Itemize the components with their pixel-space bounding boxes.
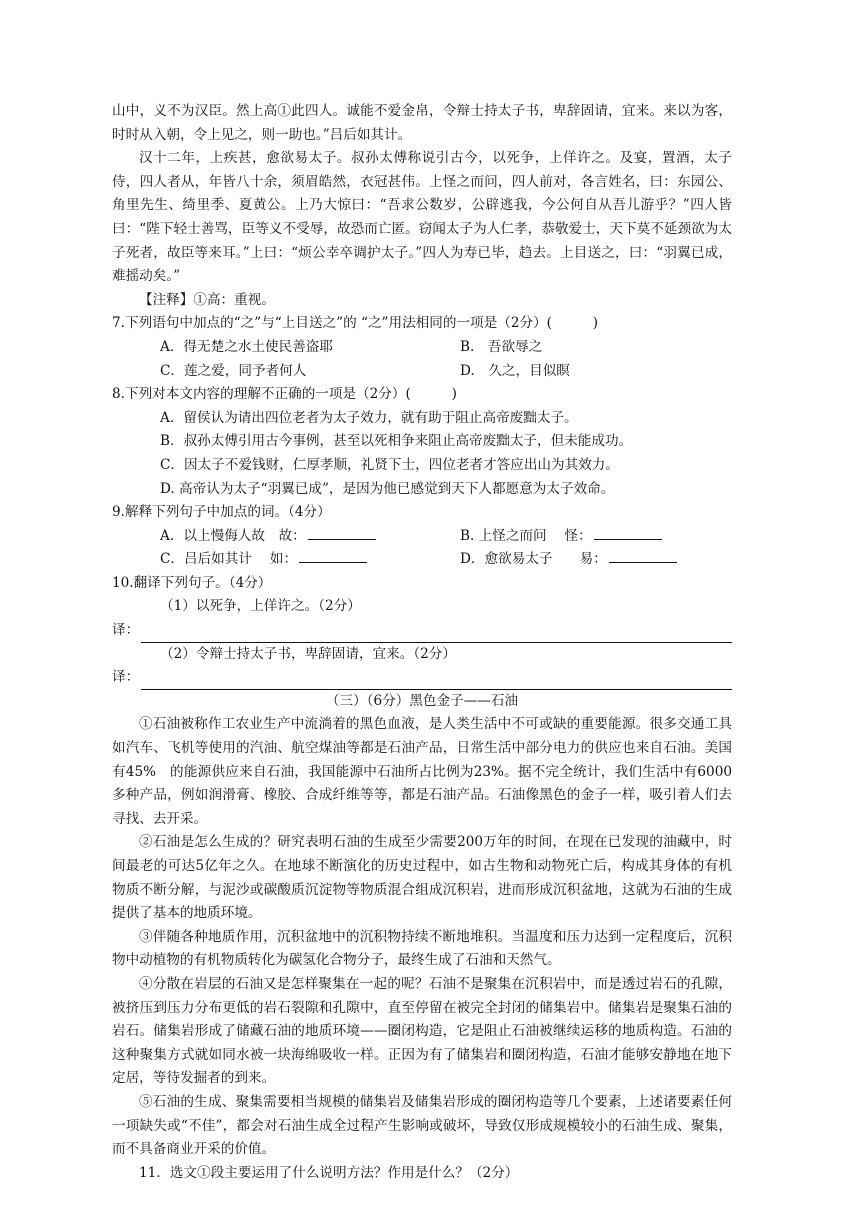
passage3-paragraph-5: ⑤石油的生成、聚集需要相当规模的储集岩及储集岩形成的圈闭构造等几个要素，上述诸要素任何一项缺失或“不佳”，都会对石油生成全过程产生影响或破坏，导致仅形成规模较小的石油生成、聚集，而不具备商业开采的价值。 (112, 1093, 732, 1158)
passage3-paragraph-4: ④分散在岩层的石油又是怎样聚集在一起的呢？石油不是聚集在沉积岩中，而是透过岩石的孔隙，被挤压到压力分布更低的岩石裂隙和孔隙中，直至停留在被完全封闭的储集岩中。储集岩是聚集石油的岩石。储集岩形成了储藏石油的地质环境——圈闭构造，它是阻止石油被继续运移的地质构造。石油的这种聚集方式就如同水被一块海绵吸收一样。正因为有了储集岩和圈闭构造，石油才能够安静地在地下定居，等待发掘者的到来。 (112, 975, 732, 1087)
passage3-paragraph-2: ②石油是怎么生成的？研究表明石油的生成至少需要200万年的时间，在现在已发现的油藏中，时间最老的可达5亿年之久。在地球不断演化的历史过程中，如古生物和动物死亡后，构成其身体的有机物质不断分解，与泥沙或碳酸质沉淀物等物质混合组成沉积岩，进而形成沉积盆地，这就为石油的生成提供了基本的地质环境。 (112, 834, 732, 922)
q10-answer-line-2 (112, 666, 732, 690)
question-11-stem: 11．选文①段主要运用了什么说明方法？作用是什么？（2分） (139, 1164, 519, 1181)
q10-sentence-1: （1）以死争，上佯许之。（2分） (160, 598, 361, 615)
q7-option-c: C．莲之爱，同予者何人 (160, 362, 307, 379)
q10-translate-label-2: 译： (112, 669, 140, 686)
question-7-options-row1 (112, 336, 732, 360)
q9-blank-b[interactable] (594, 527, 662, 540)
q9-item-b: B. 上怪之而问 怪： (460, 527, 592, 544)
q8-option-c: C．因太子不爱钱财，仁厚孝顺，礼贤下士，四位老者才答应出山为其效力。 (160, 456, 619, 473)
q7-option-a: A．得无楚之水土使民善盗耶 (160, 338, 333, 355)
q9-item-a: A．以上慢侮人故 故： (160, 527, 306, 544)
question-9-row2 (112, 548, 732, 572)
q9-blank-a[interactable] (308, 527, 376, 540)
passage2-paragraph-1: 山中，义不为汉臣。然上高①此四人。诚能不爱金帛，令辩士持太子书，卑辞固请，宜来。来以为客，时时从入朝，令上见之，则一助也。”吕后如其计。 (112, 103, 732, 143)
q7-option-d: D. 久之，目似瞑 (460, 362, 570, 379)
q10-sentence-2: （2）令辩士持太子书，卑辞固请，宜来。（2分） (160, 645, 456, 662)
passage3-title: （三）（6分）黑色金子——石油 (325, 692, 519, 709)
annotation-note: 【注释】①高：重视。 (139, 291, 275, 308)
q7-option-b: B. 吾欲辱之 (460, 338, 543, 355)
q8-option-b: B．叔孙太傅引用古今事例，甚至以死相争来阻止高帝废黜太子，但未能成功。 (160, 433, 633, 450)
question-9-row1 (112, 525, 732, 549)
q9-item-c: C．吕后如其计 如： (160, 551, 298, 568)
passage3-paragraph-1: ①石油被称作工农业生产中流淌着的黑色血液，是人类生活中不可或缺的重要能源。很多交通工具如汽车、飞机等使用的汽油、航空煤油等都是石油产品，日常生活中部分电力的供应也来自石油。美国有45% 的能源供应来自石油，我国能源中石油所占比例为23%。据不完全统计，我们生活中有6000多种产品，例如润滑膏、橡胶、合成纤维等等，都是石油产品。石油像黑色的金子一样，吸引着人们去寻找、去开采。 (112, 716, 732, 827)
question-7-stem: 7.下列语句中加点的“之”与“上目送之”的 “之”用法相同的一项是（2分）( ) (112, 315, 599, 332)
q9-blank-c[interactable] (299, 550, 367, 563)
passage2-paragraph-2: 汉十二年，上疾甚，愈欲易太子。叔孙太傅称说引古今，以死争，上佯许之。及宴，置酒，太子侍，四人者从，年皆八十余，须眉皓然，衣冠甚伟。上怪之而问，四人前对，各言姓名，曰：东园公、角里先生、绮里季、夏黄公。上乃大惊曰：“吾求公数岁，公辟逃我，今公何自从吾儿游乎？”四人皆曰：“陛下轻士善骂，臣等义不受辱，故恐而亡匿。窃闻太子为人仁孝，恭敬爱士，天下莫不延颈欲为太子死者，故臣等来耳。”上曰：“烦公幸卒调护太子。”四人为寿已毕，趋去。上目送之，曰：“羽翼已成，难摇动矣。” (112, 150, 732, 285)
question-7-options-row2 (112, 360, 732, 384)
q9-item-d: D．愈欲易太子 易： (460, 551, 607, 568)
q10-answer-blank-1[interactable] (141, 628, 732, 643)
question-9-stem: 9.解释下列句子中加点的词。（4分） (112, 504, 331, 521)
passage3-paragraph-3: ③伴随各种地质作用，沉积盆地中的沉积物持续不断地堆积。当温度和压力达到一定程度后，沉积物中动植物的有机物质转化为碳氢化合物分子，最终生成了石油和天然气。 (112, 928, 732, 969)
question-8-stem: 8.下列对本文内容的理解不正确的一项是（2分）( ) (112, 386, 457, 403)
q8-option-d: D. 高帝认为太子“羽翼已成”，是因为他已感觉到天下人都愿意为太子效命。 (160, 480, 615, 497)
q10-answer-blank-2[interactable] (141, 675, 732, 690)
q8-option-a: A．留侯认为请出四位老者为太子效力，就有助于阻止高帝废黜太子。 (160, 409, 578, 426)
q10-translate-label-1: 译： (112, 622, 140, 639)
q10-answer-line-1 (112, 619, 732, 643)
q9-blank-d[interactable] (609, 550, 677, 563)
question-10-stem: 10.翻译下列句子。（4分） (112, 574, 272, 591)
exam-page (112, 100, 732, 1185)
